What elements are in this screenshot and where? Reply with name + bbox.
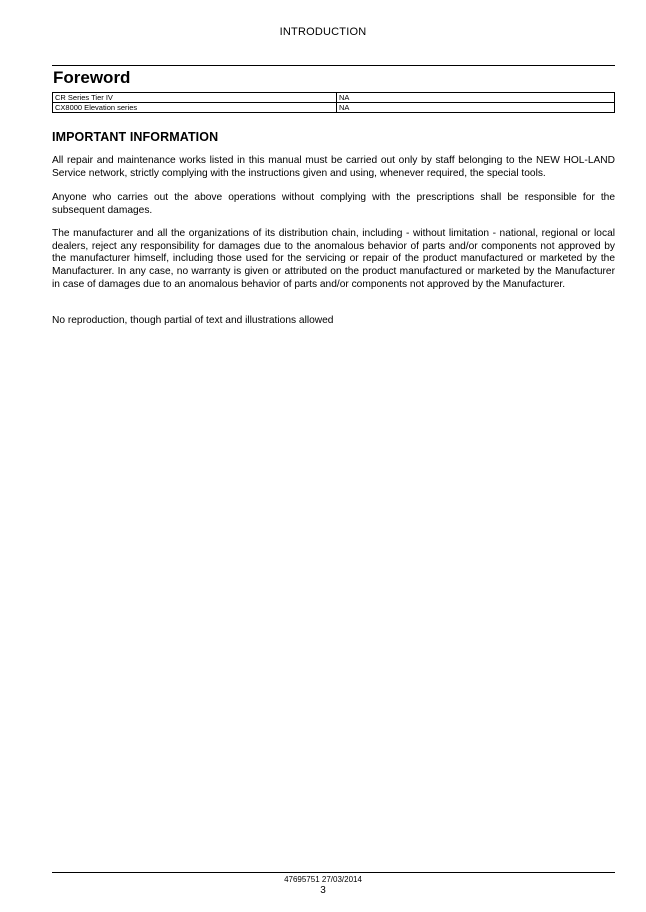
section-heading: IMPORTANT INFORMATION bbox=[52, 130, 219, 144]
model-cell: CX8000 Elevation series bbox=[53, 103, 337, 113]
running-header: INTRODUCTION bbox=[279, 26, 367, 38]
paragraph-service-network: All repair and maintenance works listed in this manual must be carried out only by staff belonging to the NEW HOL-LAND Service network, strictly complying with the instructions given and using, whenever required, the special tools. bbox=[52, 155, 615, 179]
page-number: 3 bbox=[320, 885, 326, 896]
document-code: 47695751 27/03/2014 bbox=[284, 875, 362, 884]
value-cell: NA bbox=[337, 103, 615, 113]
applicability-table bbox=[52, 92, 615, 113]
footer-divider bbox=[52, 872, 615, 873]
table-row bbox=[53, 103, 615, 113]
table-row bbox=[53, 93, 615, 103]
title-divider bbox=[52, 65, 615, 66]
paragraph-responsibility: Anyone who carries out the above operations without complying with the prescriptions shall be responsible for the subsequent damages. bbox=[52, 192, 615, 216]
paragraph-liability-disclaimer: The manufacturer and all the organizations of its distribution chain, including - without limitation - national, regional or local dealers, reject any responsibility for damages due to the anomalous behavior of parts and/or components not approved by the manufacturer himself, including those used for the servicing or repair of the product manufactured or marketed by the Manufacturer. In any case, no warranty is given or attributed on the product manufactured or marketed by the Manufacturer in case of damages due to an anomalous behavior of parts and/or components not approved by the Manufacturer. bbox=[52, 228, 615, 290]
paragraph-reproduction-notice: No reproduction, though partial of text and illustrations allowed bbox=[52, 315, 334, 326]
value-cell: NA bbox=[337, 93, 615, 103]
page-title: Foreword bbox=[53, 68, 131, 87]
model-cell: CR Series Tier IV bbox=[53, 93, 337, 103]
